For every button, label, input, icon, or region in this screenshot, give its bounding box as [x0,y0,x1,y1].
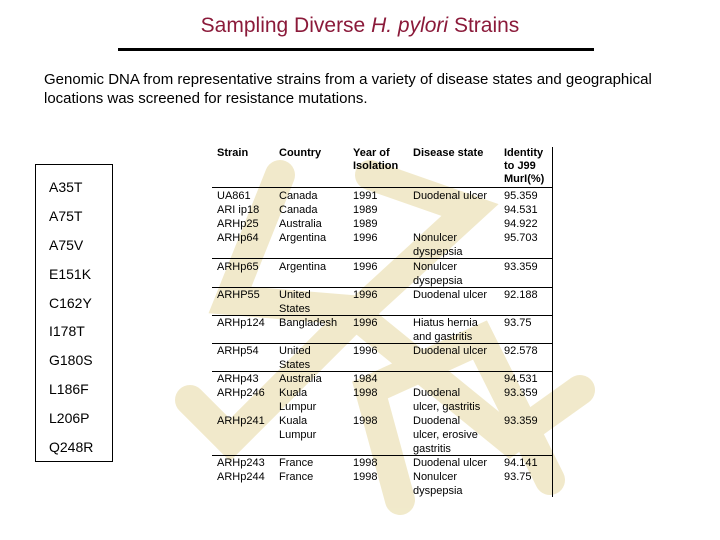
cell-identity: 95.359 [504,190,538,202]
cell-disease: Duodenal ulcer [413,457,487,469]
mutation-item: A35T [49,179,83,195]
cell-disease: dyspepsia [413,275,463,287]
cell-disease: ulcer, erosive [413,429,478,441]
cell-country: United [279,345,311,357]
cell-disease: dyspepsia [413,485,463,497]
cell-year: 1989 [353,204,378,216]
header-identity: Identity to J99 MurI(%) [504,147,545,185]
cell-country: Kuala [279,387,308,399]
cell-strain: ARHp65 [217,261,259,273]
mutation-item: L206P [49,410,90,426]
cell-year: 1996 [353,261,378,273]
header-country: Country [279,147,322,159]
cell-identity: 92.188 [504,289,538,301]
cell-country: Argentina [279,261,327,273]
cell-strain: ARHp241 [217,415,265,427]
cell-country: France [279,471,314,483]
cell-disease: Nonulcer [413,471,458,483]
mutation-item: A75T [49,208,83,224]
cell-year: 1989 [353,218,378,230]
cell-strain: ARI ip18 [217,204,260,216]
cell-country: Canada [279,204,318,216]
cell-strain: ARHp25 [217,218,259,230]
cell-strain: ARHp64 [217,232,259,244]
header-year: Year of Isolation [353,147,399,172]
cell-disease: Duodenal ulcer [413,345,487,357]
cell-country: Bangladesh [279,317,338,329]
cell-year: 1998 [353,471,378,483]
title-underline [118,48,594,51]
slide-title [0,14,720,38]
row-divider [212,343,553,344]
cell-disease: Duodenal ulcer [413,190,487,202]
row-divider [212,371,553,372]
cell-strain: ARHp244 [217,471,265,483]
cell-disease: Nonulcer [413,232,458,244]
cell-identity: 93.359 [504,387,538,399]
mutation-item: G180S [49,352,93,368]
cell-strain: UA861 [217,190,251,202]
header-strain: Strain [217,147,249,159]
cell-identity: 93.75 [504,317,532,329]
cell-strain: ARHp54 [217,345,259,357]
cell-year: 1996 [353,345,378,357]
cell-strain: ARHP55 [217,289,260,301]
mutation-item: L186F [49,381,89,397]
cell-country: States [279,359,311,371]
cell-identity: 94.531 [504,204,538,216]
cell-identity: 93.359 [504,415,538,427]
cell-year: 1991 [353,190,378,202]
cell-identity: 93.359 [504,261,538,273]
cell-identity: 94.141 [504,457,538,469]
cell-country: Canada [279,190,318,202]
mutation-item: E151K [49,266,92,282]
mutation-item: C162Y [49,295,92,311]
cell-identity: 95.703 [504,232,538,244]
cell-year: 1998 [353,415,378,427]
cell-identity: 94.531 [504,373,538,385]
cell-country: France [279,457,314,469]
title-text-end: Strains [448,14,520,37]
cell-strain: ARHp246 [217,387,265,399]
row-divider [212,187,553,188]
cell-disease: Duodenal [413,387,461,399]
cell-strain: ARHp43 [217,373,259,385]
cell-disease: Hiatus hernia [413,317,478,329]
cell-disease: and gastritis [413,331,473,343]
cell-identity: 93.75 [504,471,532,483]
cell-year: 1998 [353,387,378,399]
cell-country: Lumpur [279,401,317,413]
header-disease-state: Disease state [413,147,484,159]
cell-identity: 94.922 [504,218,538,230]
cell-disease: gastritis [413,443,451,455]
title-organism: H. pylori [371,14,449,37]
cell-country: Lumpur [279,429,317,441]
mutation-item: A75V [49,237,84,253]
cell-strain: ARHp243 [217,457,265,469]
intro-paragraph: Genomic DNA from representative strains from a variety of disease states and geographical locations was screened for resistance mutations. [44,71,652,107]
mutation-item: Q248R [49,439,94,455]
cell-year: 1996 [353,232,378,244]
strain-table [212,142,557,497]
row-divider [212,287,553,288]
cell-country: Kuala [279,415,308,427]
cell-country: States [279,303,311,315]
title-text-start: Sampling Diverse [200,14,372,37]
cell-disease: Duodenal [413,415,461,427]
cell-disease: ulcer, gastritis [413,401,481,413]
cell-year: 1996 [353,289,378,301]
cell-year: 1996 [353,317,378,329]
cell-disease: Nonulcer [413,261,458,273]
mutation-list-box [35,164,113,462]
table-right-border [552,147,553,497]
cell-country: Australia [279,373,322,385]
mutation-item: I178T [49,323,85,339]
cell-year: 1998 [353,457,378,469]
cell-strain: ARHp124 [217,317,265,329]
cell-identity: 92.578 [504,345,538,357]
cell-country: United [279,289,311,301]
cell-year: 1984 [353,373,378,385]
cell-country: Argentina [279,232,327,244]
cell-country: Australia [279,218,322,230]
row-divider [212,258,553,259]
cell-disease: dyspepsia [413,246,463,258]
cell-disease: Duodenal ulcer [413,289,487,301]
